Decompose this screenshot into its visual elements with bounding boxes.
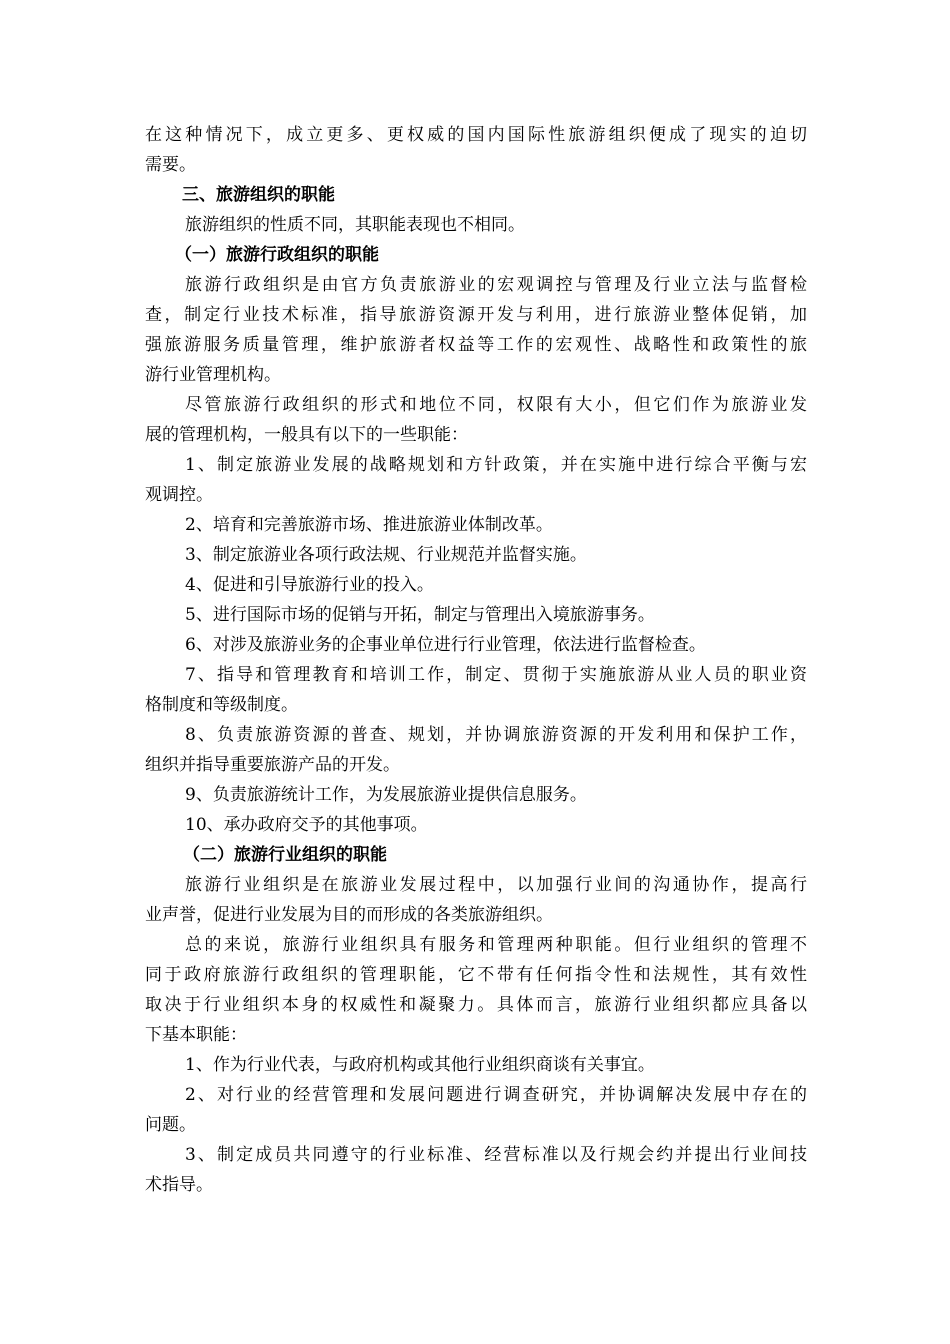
paragraph-line: 总的来说，旅游行业组织具有服务和管理两种职能。但行业组织的管理不 bbox=[185, 935, 807, 955]
list-item-line: 10、承办政府交予的其他事项。 bbox=[185, 815, 428, 835]
paragraph-line: 游行业管理机构。 bbox=[145, 365, 281, 385]
list-item-line: 8、负责旅游资源的普查、规划，并协调旅游资源的开发利用和保护工作， bbox=[185, 725, 807, 745]
paragraph-line: 强旅游服务质量管理，维护旅游者权益等工作的宏观性、战略性和政策性的旅 bbox=[145, 335, 807, 355]
paragraph-line: 旅游组织的性质不同，其职能表现也不相同。 bbox=[185, 215, 525, 235]
paragraph-line: 下基本职能： bbox=[145, 1025, 247, 1045]
section-heading: 三、旅游组织的职能 bbox=[182, 185, 335, 205]
list-item-line: 7、指导和管理教育和培训工作，制定、贯彻于实施旅游从业人员的职业资 bbox=[185, 665, 807, 685]
list-item-line: 2、对行业的经营管理和发展问题进行调查研究，并协调解决发展中存在的 bbox=[185, 1085, 807, 1105]
paragraph-line: 旅游行政组织是由官方负责旅游业的宏观调控与管理及行业立法与监督检 bbox=[185, 275, 807, 295]
paragraph-line: 查，制定行业技术标准，指导旅游资源开发与利用，进行旅游业整体促销，加 bbox=[145, 305, 807, 325]
list-item-line: 术指导。 bbox=[145, 1175, 213, 1195]
list-item-line: 1、制定旅游业发展的战略规划和方针政策，并在实施中进行综合平衡与宏 bbox=[185, 455, 807, 475]
paragraph-line: 取决于行业组织本身的权威性和凝聚力。具体而言，旅游行业组织都应具备以 bbox=[145, 995, 807, 1015]
list-item-line: 1、作为行业代表，与政府机构或其他行业组织商谈有关事宜。 bbox=[185, 1055, 655, 1075]
list-item-line: 组织并指导重要旅游产品的开发。 bbox=[145, 755, 400, 775]
subsection-heading: （二）旅游行业组织的职能 bbox=[183, 845, 387, 865]
list-item-line: 6、对涉及旅游业务的企事业单位进行行业管理，依法进行监督检查。 bbox=[185, 635, 706, 655]
paragraph-line: 尽管旅游行政组织的形式和地位不同，权限有大小，但它们作为旅游业发 bbox=[185, 395, 807, 415]
paragraph-line: 展的管理机构，一般具有以下的一些职能： bbox=[145, 425, 468, 445]
list-item-line: 观调控。 bbox=[145, 485, 213, 505]
list-item-line: 问题。 bbox=[145, 1115, 196, 1135]
paragraph-line: 业声誉，促进行业发展为目的而形成的各类旅游组织。 bbox=[145, 905, 553, 925]
list-item-line: 9、负责旅游统计工作，为发展旅游业提供信息服务。 bbox=[185, 785, 587, 805]
paragraph-line: 需要。 bbox=[145, 155, 196, 175]
paragraph-line: 旅游行业组织是在旅游业发展过程中，以加强行业间的沟通协作，提高行 bbox=[185, 875, 807, 895]
list-item-line: 2、培育和完善旅游市场、推进旅游业体制改革。 bbox=[185, 515, 553, 535]
list-item-line: 3、制定旅游业各项行政法规、行业规范并监督实施。 bbox=[185, 545, 587, 565]
paragraph-line: 在这种情况下，成立更多、更权威的国内国际性旅游组织便成了现实的迫切 bbox=[145, 125, 807, 145]
subsection-heading: （一）旅游行政组织的职能 bbox=[175, 245, 379, 265]
list-item-line: 3、制定成员共同遵守的行业标准、经营标准以及行规会约并提出行业间技 bbox=[185, 1145, 807, 1165]
list-item-line: 4、促进和引导旅游行业的投入。 bbox=[185, 575, 434, 595]
document-page bbox=[145, 120, 807, 1200]
list-item-line: 5、进行国际市场的促销与开拓，制定与管理出入境旅游事务。 bbox=[185, 605, 655, 625]
paragraph-line: 同于政府旅游行政组织的管理职能，它不带有任何指令性和法规性，其有效性 bbox=[145, 965, 807, 985]
list-item-line: 格制度和等级制度。 bbox=[145, 695, 298, 715]
